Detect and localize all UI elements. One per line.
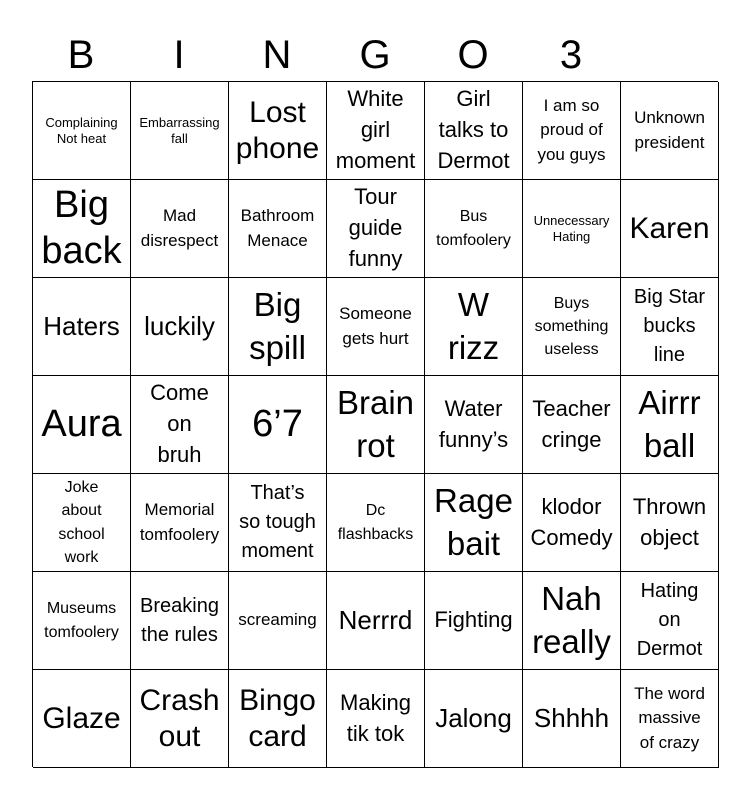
cell-text: Thrown object (632, 493, 707, 550)
bingo-cell[interactable] (229, 474, 327, 572)
cell-text: Joke about school work (58, 479, 105, 566)
cell-text: Breaking the rules (140, 594, 219, 646)
bingo-cell[interactable] (131, 474, 229, 572)
header-letter-n: N (262, 33, 292, 77)
cell-text: Embarrassing fall (139, 114, 220, 146)
cell-text: Girl talks to Dermot (437, 86, 510, 173)
bingo-cell[interactable] (523, 670, 621, 768)
bingo-cell[interactable] (33, 670, 131, 768)
bingo-cell[interactable] (327, 474, 425, 572)
cell-text: W rizz (447, 285, 500, 366)
bingo-cell[interactable] (131, 376, 229, 474)
bingo-cell[interactable] (131, 180, 229, 278)
cell-text: Haters (43, 310, 120, 341)
cell-text: Aura (41, 402, 122, 445)
cell-text: Complaining Not heat (45, 114, 118, 146)
bingo-cell[interactable] (33, 572, 131, 670)
cell-text: screaming (238, 610, 317, 630)
bingo-cell[interactable] (33, 376, 131, 474)
cell-text: Museums tomfoolery (44, 600, 119, 641)
cell-text: Big Star bucks line (633, 286, 706, 366)
bingo-cell[interactable] (425, 474, 523, 572)
bingo-cell[interactable] (621, 180, 719, 278)
cell-text: Hating on Dermot (636, 580, 703, 660)
bingo-cell[interactable] (425, 572, 523, 670)
bingo-cell[interactable] (327, 572, 425, 670)
cell-text: Crash out (139, 683, 220, 753)
bingo-cell[interactable] (621, 670, 719, 768)
bingo-cell[interactable] (33, 180, 131, 278)
cell-text: Brain rot (336, 383, 415, 464)
bingo-cell[interactable] (229, 572, 327, 670)
cell-text: Bathroom Menace (240, 205, 315, 250)
bingo-cell[interactable] (327, 670, 425, 768)
cell-text: Lost phone (235, 95, 320, 165)
header-letter-i: I (173, 33, 185, 77)
cell-text: Nerrrd (338, 604, 413, 635)
cell-text: Come on bruh (150, 380, 209, 467)
cell-text: Bingo card (239, 683, 316, 753)
bingo-cell[interactable] (33, 474, 131, 572)
cell-text: Someone gets hurt (339, 303, 412, 348)
bingo-cell[interactable] (131, 670, 229, 768)
bingo-cell[interactable] (523, 82, 621, 180)
cell-text: Teacher cringe (532, 395, 611, 452)
bingo-cell[interactable] (523, 572, 621, 670)
cell-text: The word massive of crazy (634, 683, 705, 752)
bingo-cell[interactable] (229, 180, 327, 278)
cell-text: Big spill (249, 285, 306, 366)
header-letter-blank (620, 30, 718, 80)
cell-text: Dc flashbacks (337, 502, 414, 543)
cell-text: Karen (629, 211, 710, 245)
bingo-cell[interactable] (523, 376, 621, 474)
bingo-cell[interactable] (33, 278, 131, 376)
bingo-cell[interactable] (523, 474, 621, 572)
cell-text: Airrr ball (638, 383, 701, 464)
cell-text: Making tik tok (340, 689, 411, 746)
bingo-cell[interactable] (327, 278, 425, 376)
bingo-cell[interactable] (425, 670, 523, 768)
cell-text: klodor Comedy (530, 493, 613, 550)
bingo-board (32, 81, 718, 767)
bingo-cell[interactable] (621, 474, 719, 572)
bingo-cell[interactable] (327, 82, 425, 180)
bingo-cell[interactable] (229, 376, 327, 474)
cell-text: Big back (41, 183, 122, 272)
bingo-cell[interactable] (327, 180, 425, 278)
cell-text: Nah really (532, 579, 611, 660)
cell-text: Bus tomfoolery (436, 208, 511, 249)
cell-text: luckily (144, 310, 215, 341)
cell-text: Memorial tomfoolery (139, 499, 220, 544)
cell-text: Water funny’s (438, 395, 509, 452)
cell-text: Shhhh (533, 702, 610, 733)
cell-text: Unknown president (634, 107, 705, 152)
bingo-cell[interactable] (229, 82, 327, 180)
bingo-cell[interactable] (229, 670, 327, 768)
cell-text: Tour guide funny (348, 184, 403, 271)
bingo-cell[interactable] (327, 376, 425, 474)
bingo-cell[interactable] (131, 82, 229, 180)
cell-text: Fighting (434, 607, 513, 633)
cell-text: Glaze (42, 701, 121, 735)
header-letter-b: B (67, 33, 95, 77)
bingo-cell[interactable] (621, 376, 719, 474)
bingo-header (32, 30, 718, 80)
cell-text: That’s so tough moment (239, 482, 316, 562)
bingo-cell[interactable] (131, 278, 229, 376)
cell-text: I am so proud of you guys (537, 95, 606, 164)
bingo-cell[interactable] (621, 278, 719, 376)
header-letter-g: G (359, 33, 391, 77)
bingo-cell[interactable] (33, 82, 131, 180)
bingo-cell[interactable] (229, 278, 327, 376)
bingo-cell[interactable] (523, 180, 621, 278)
header-letter-o: O (457, 33, 489, 77)
cell-text: 6’7 (252, 402, 303, 445)
cell-text: Unnecessary Hating (533, 212, 610, 244)
cell-text: White girl moment (335, 86, 416, 173)
bingo-cell[interactable] (621, 572, 719, 670)
bingo-cell[interactable] (425, 82, 523, 180)
bingo-cell[interactable] (131, 572, 229, 670)
cell-text: Jalong (435, 702, 512, 733)
bingo-cell[interactable] (523, 278, 621, 376)
cell-text: Mad disrespect (140, 205, 219, 250)
bingo-cell[interactable] (425, 376, 523, 474)
bingo-cell[interactable] (425, 180, 523, 278)
header-letter-3: 3 (559, 33, 583, 77)
cell-text: Buys something useless (534, 294, 609, 359)
bingo-cell[interactable] (425, 278, 523, 376)
cell-text: Rage bait (434, 481, 513, 562)
bingo-cell[interactable] (621, 82, 719, 180)
